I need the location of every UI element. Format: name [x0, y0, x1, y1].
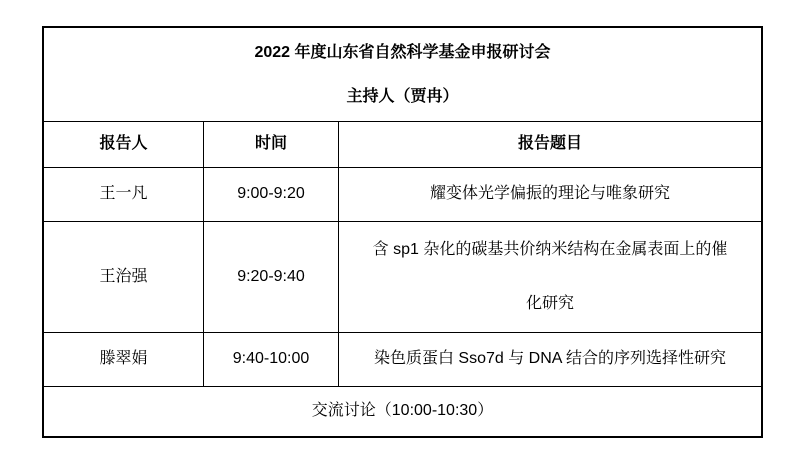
speaker-name: 滕翠娟 — [99, 350, 148, 368]
talk-topic: 耀变体光学偏振的理论与唯象研究 — [338, 168, 761, 221]
table-row — [44, 167, 761, 221]
time-slot: 9:40-10:00 — [203, 333, 338, 386]
title-cell — [44, 28, 761, 121]
seminar-title: 2022 年度山东省自然科学基金申报研讨会 — [254, 43, 551, 61]
time-slot: 9:00-9:20 — [203, 168, 338, 221]
talk-topic-line: 化研究 — [525, 295, 574, 312]
column-header-speaker: 报告人 — [99, 135, 148, 153]
talk-topic-line: 含 sp1 杂化的碳基共价纳米结构在金属表面上的催 — [372, 241, 728, 258]
column-header-topic: 报告题目 — [338, 122, 761, 167]
title-row — [44, 28, 761, 121]
speaker-name: 王一凡 — [99, 185, 148, 203]
talk-topic — [338, 222, 761, 332]
discussion-session-label: 交流讨论（10:00-10:30） — [311, 402, 494, 420]
table-row — [44, 332, 761, 386]
table-row — [44, 221, 761, 332]
speaker-name: 王治强 — [99, 267, 148, 285]
footer-row — [44, 386, 761, 436]
header-row — [44, 121, 761, 167]
talk-topic: 染色质蛋白 Sso7d 与 DNA 结合的序列选择性研究 — [338, 333, 761, 386]
host-line: 主持人（贾冉） — [346, 87, 459, 105]
column-header-time: 时间 — [203, 122, 338, 167]
time-slot: 9:20-9:40 — [203, 222, 338, 332]
seminar-schedule-table — [42, 26, 763, 438]
